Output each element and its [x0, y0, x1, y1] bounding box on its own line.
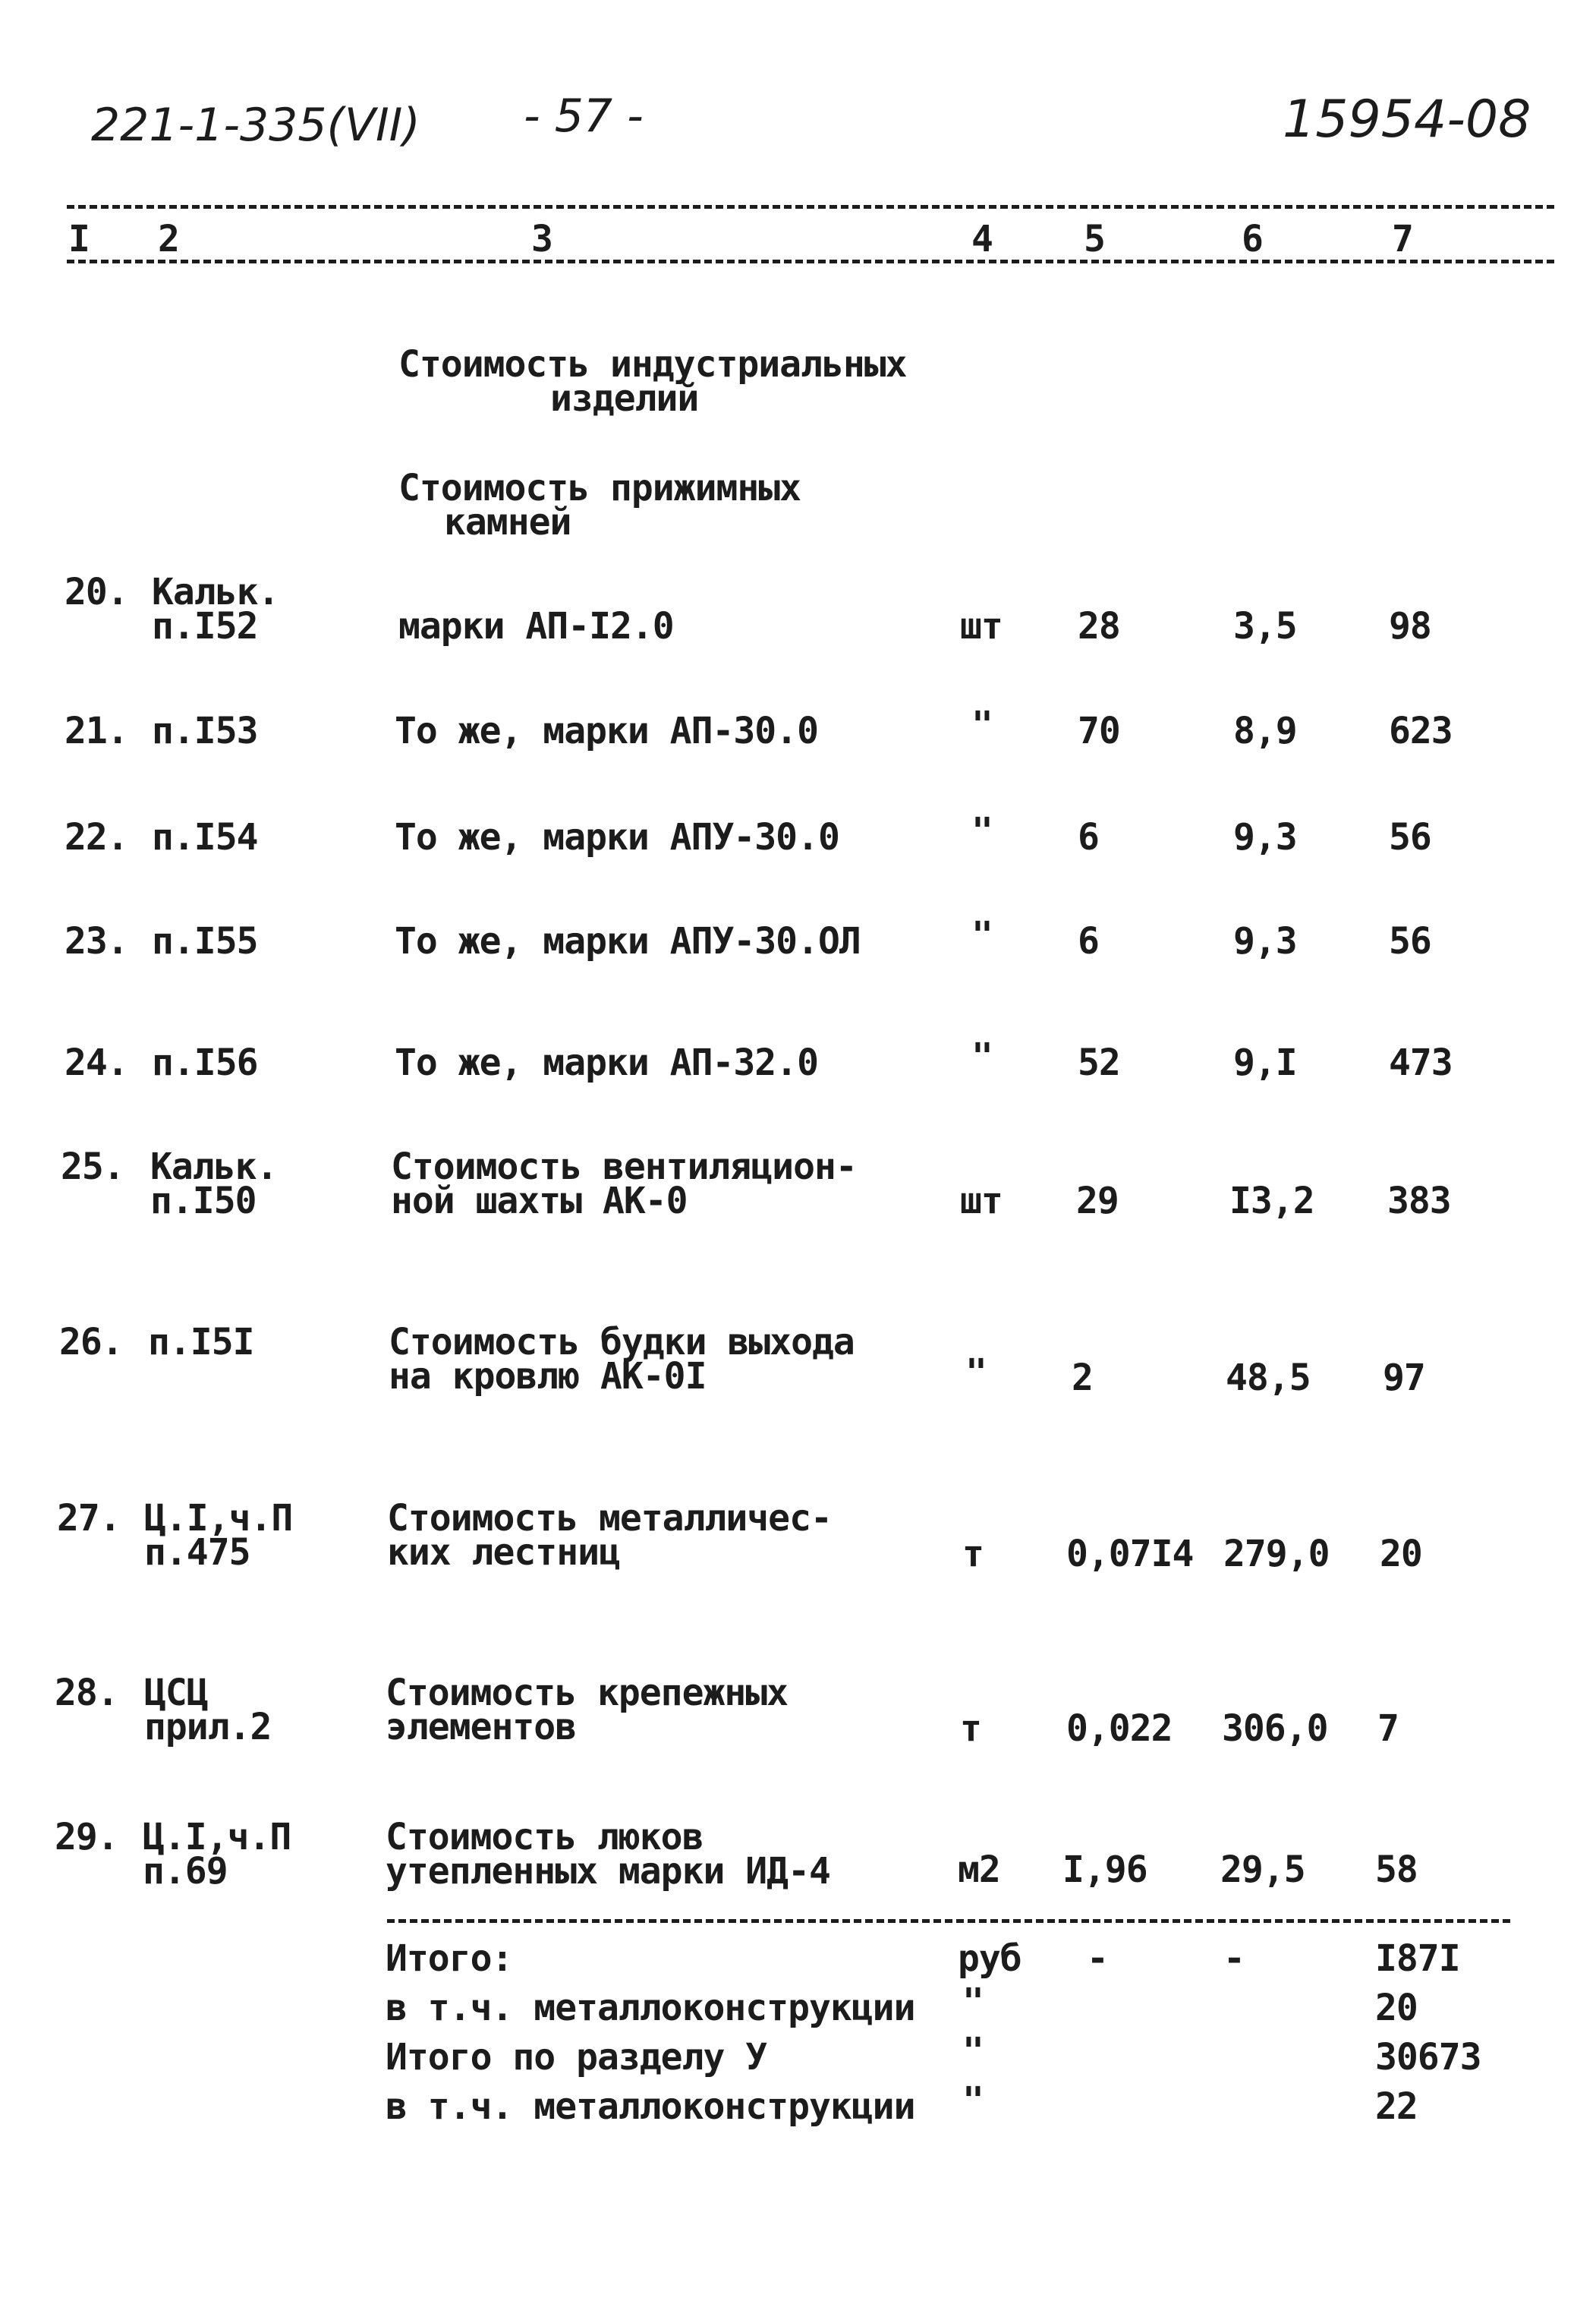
row-unit-price: 306,0	[1222, 1707, 1328, 1750]
row-description: элементов	[386, 1706, 577, 1748]
row-quantity: 6	[1078, 920, 1099, 963]
row-reference: п.69	[143, 1850, 228, 1893]
row-quantity: 29	[1076, 1180, 1119, 1222]
row-unit-price: 48,5	[1226, 1357, 1311, 1399]
totals-amount: 30673	[1375, 2036, 1481, 2079]
row-description: Стоимость будки выхода	[389, 1321, 855, 1363]
row-total: 383	[1387, 1180, 1451, 1222]
section-title-line: камней	[444, 501, 571, 544]
row-total: 7	[1377, 1707, 1399, 1750]
row-number: 21.	[65, 710, 128, 752]
totals-label: Итого по разделу У	[386, 2036, 767, 2079]
row-number: 24.	[65, 1042, 128, 1084]
row-unit: шт	[960, 1180, 1003, 1222]
column-number-7: 7	[1392, 218, 1413, 260]
row-unit-price: 9,3	[1233, 920, 1297, 963]
row-description: Стоимость вентиляцион-	[391, 1146, 857, 1188]
row-unit: м2	[958, 1849, 1000, 1891]
row-number: 23.	[65, 920, 128, 963]
row-number: 25.	[61, 1146, 124, 1188]
row-unit-price: 9,I	[1233, 1042, 1297, 1084]
row-description: ной шахты АК-0	[391, 1180, 688, 1222]
row-total: 58	[1375, 1849, 1418, 1891]
row-unit: т	[962, 1533, 984, 1575]
row-unit-price: I3,2	[1229, 1180, 1314, 1222]
row-quantity: 28	[1078, 605, 1120, 648]
header-top-divider	[67, 205, 1554, 209]
totals-amount: I87I	[1375, 1937, 1460, 1980]
row-unit-price: 279,0	[1223, 1533, 1330, 1575]
row-number: 27.	[57, 1497, 121, 1540]
row-unit-price: 29,5	[1220, 1849, 1305, 1891]
page-number: - 57 -	[524, 90, 644, 143]
row-reference: Ц.I,ч.П	[143, 1816, 291, 1858]
totals-quantity: -	[1087, 1937, 1108, 1980]
row-reference: п.I54	[152, 816, 258, 859]
row-number: 20.	[65, 571, 128, 613]
row-description: То же, марки АПУ-30.ОЛ	[395, 920, 861, 963]
column-number-1: I	[68, 218, 90, 260]
header-bottom-divider	[67, 260, 1554, 263]
row-description: на кровлю АК-0I	[389, 1355, 707, 1398]
row-number: 26.	[59, 1321, 123, 1363]
row-total: 97	[1383, 1357, 1425, 1399]
section-title-line: изделий	[550, 377, 699, 420]
row-description: утепленных марки ИД-4	[386, 1850, 830, 1893]
archive-number: 15954-08	[1283, 90, 1531, 150]
row-total: 56	[1389, 816, 1431, 859]
row-description: То же, марки АП-30.0	[395, 710, 818, 752]
row-unit: шт	[960, 605, 1003, 648]
row-quantity: 52	[1078, 1042, 1120, 1084]
row-total: 98	[1389, 605, 1431, 648]
row-unit-price: 9,3	[1233, 816, 1297, 859]
row-reference: Кальк.	[150, 1146, 278, 1188]
row-reference: п.475	[144, 1531, 250, 1574]
totals-unit: руб	[958, 1937, 1022, 1980]
row-total: 56	[1389, 920, 1431, 963]
row-number: 28.	[55, 1672, 118, 1714]
row-total: 623	[1389, 710, 1453, 752]
column-number-6: 6	[1242, 218, 1263, 260]
totals-unit-price: -	[1223, 1937, 1245, 1980]
row-quantity: 2	[1072, 1357, 1093, 1399]
totals-amount: 22	[1375, 2085, 1418, 2128]
row-reference: п.I50	[150, 1180, 257, 1222]
totals-amount: 20	[1375, 1987, 1418, 2029]
totals-unit: "	[962, 2079, 984, 2122]
totals-divider	[387, 1919, 1510, 1923]
row-unit: "	[971, 704, 993, 746]
row-description: То же, марки АП-32.0	[395, 1042, 818, 1084]
row-quantity: 70	[1078, 710, 1120, 752]
row-reference: Кальк.	[152, 571, 279, 613]
totals-label: в т.ч. металлоконструкции	[386, 1987, 915, 2029]
row-description: марки АП-I2.0	[398, 605, 674, 648]
row-number: 22.	[65, 816, 128, 859]
row-reference: Ц.I,ч.П	[144, 1497, 293, 1540]
row-reference: п.I56	[152, 1042, 258, 1084]
row-unit: "	[971, 914, 993, 957]
row-description: Стоимость металличес-	[387, 1497, 832, 1540]
row-reference: п.I53	[152, 710, 258, 752]
row-unit: "	[965, 1351, 987, 1394]
totals-unit: "	[962, 1981, 984, 2023]
row-unit-price: 3,5	[1233, 605, 1297, 648]
totals-label: в т.ч. металлоконструкции	[386, 2085, 915, 2128]
row-reference: п.I52	[152, 605, 258, 648]
row-reference: п.I55	[152, 920, 258, 963]
row-reference: прил.2	[144, 1706, 272, 1748]
row-quantity: 0,07I4	[1066, 1533, 1194, 1575]
row-reference: ЦСЦ	[144, 1672, 208, 1714]
column-number-2: 2	[158, 218, 179, 260]
totals-unit: "	[962, 2030, 984, 2072]
column-number-5: 5	[1084, 218, 1105, 260]
row-unit-price: 8,9	[1233, 710, 1297, 752]
row-total: 20	[1380, 1533, 1422, 1575]
column-number-4: 4	[971, 218, 993, 260]
row-description: Стоимость крепежных	[386, 1672, 789, 1714]
row-unit: "	[971, 810, 993, 853]
row-total: 473	[1389, 1042, 1453, 1084]
row-unit: "	[971, 1035, 993, 1078]
section-title-line: Стоимость индустриальных	[398, 343, 907, 386]
section-title-line: Стоимость прижимных	[398, 467, 801, 509]
row-unit: т	[960, 1707, 981, 1750]
row-number: 29.	[55, 1816, 118, 1858]
row-description: ких лестниц	[387, 1531, 620, 1574]
row-description: Стоимость люков	[386, 1816, 704, 1858]
row-quantity: I,96	[1062, 1849, 1147, 1891]
totals-label: Итого:	[386, 1937, 513, 1980]
row-quantity: 0,022	[1066, 1707, 1173, 1750]
row-quantity: 6	[1078, 816, 1099, 859]
document-code: 221-1-335(VII)	[91, 99, 420, 152]
row-reference: п.I5I	[148, 1321, 254, 1363]
column-number-3: 3	[531, 218, 552, 260]
row-description: То же, марки АПУ-30.0	[395, 816, 839, 859]
